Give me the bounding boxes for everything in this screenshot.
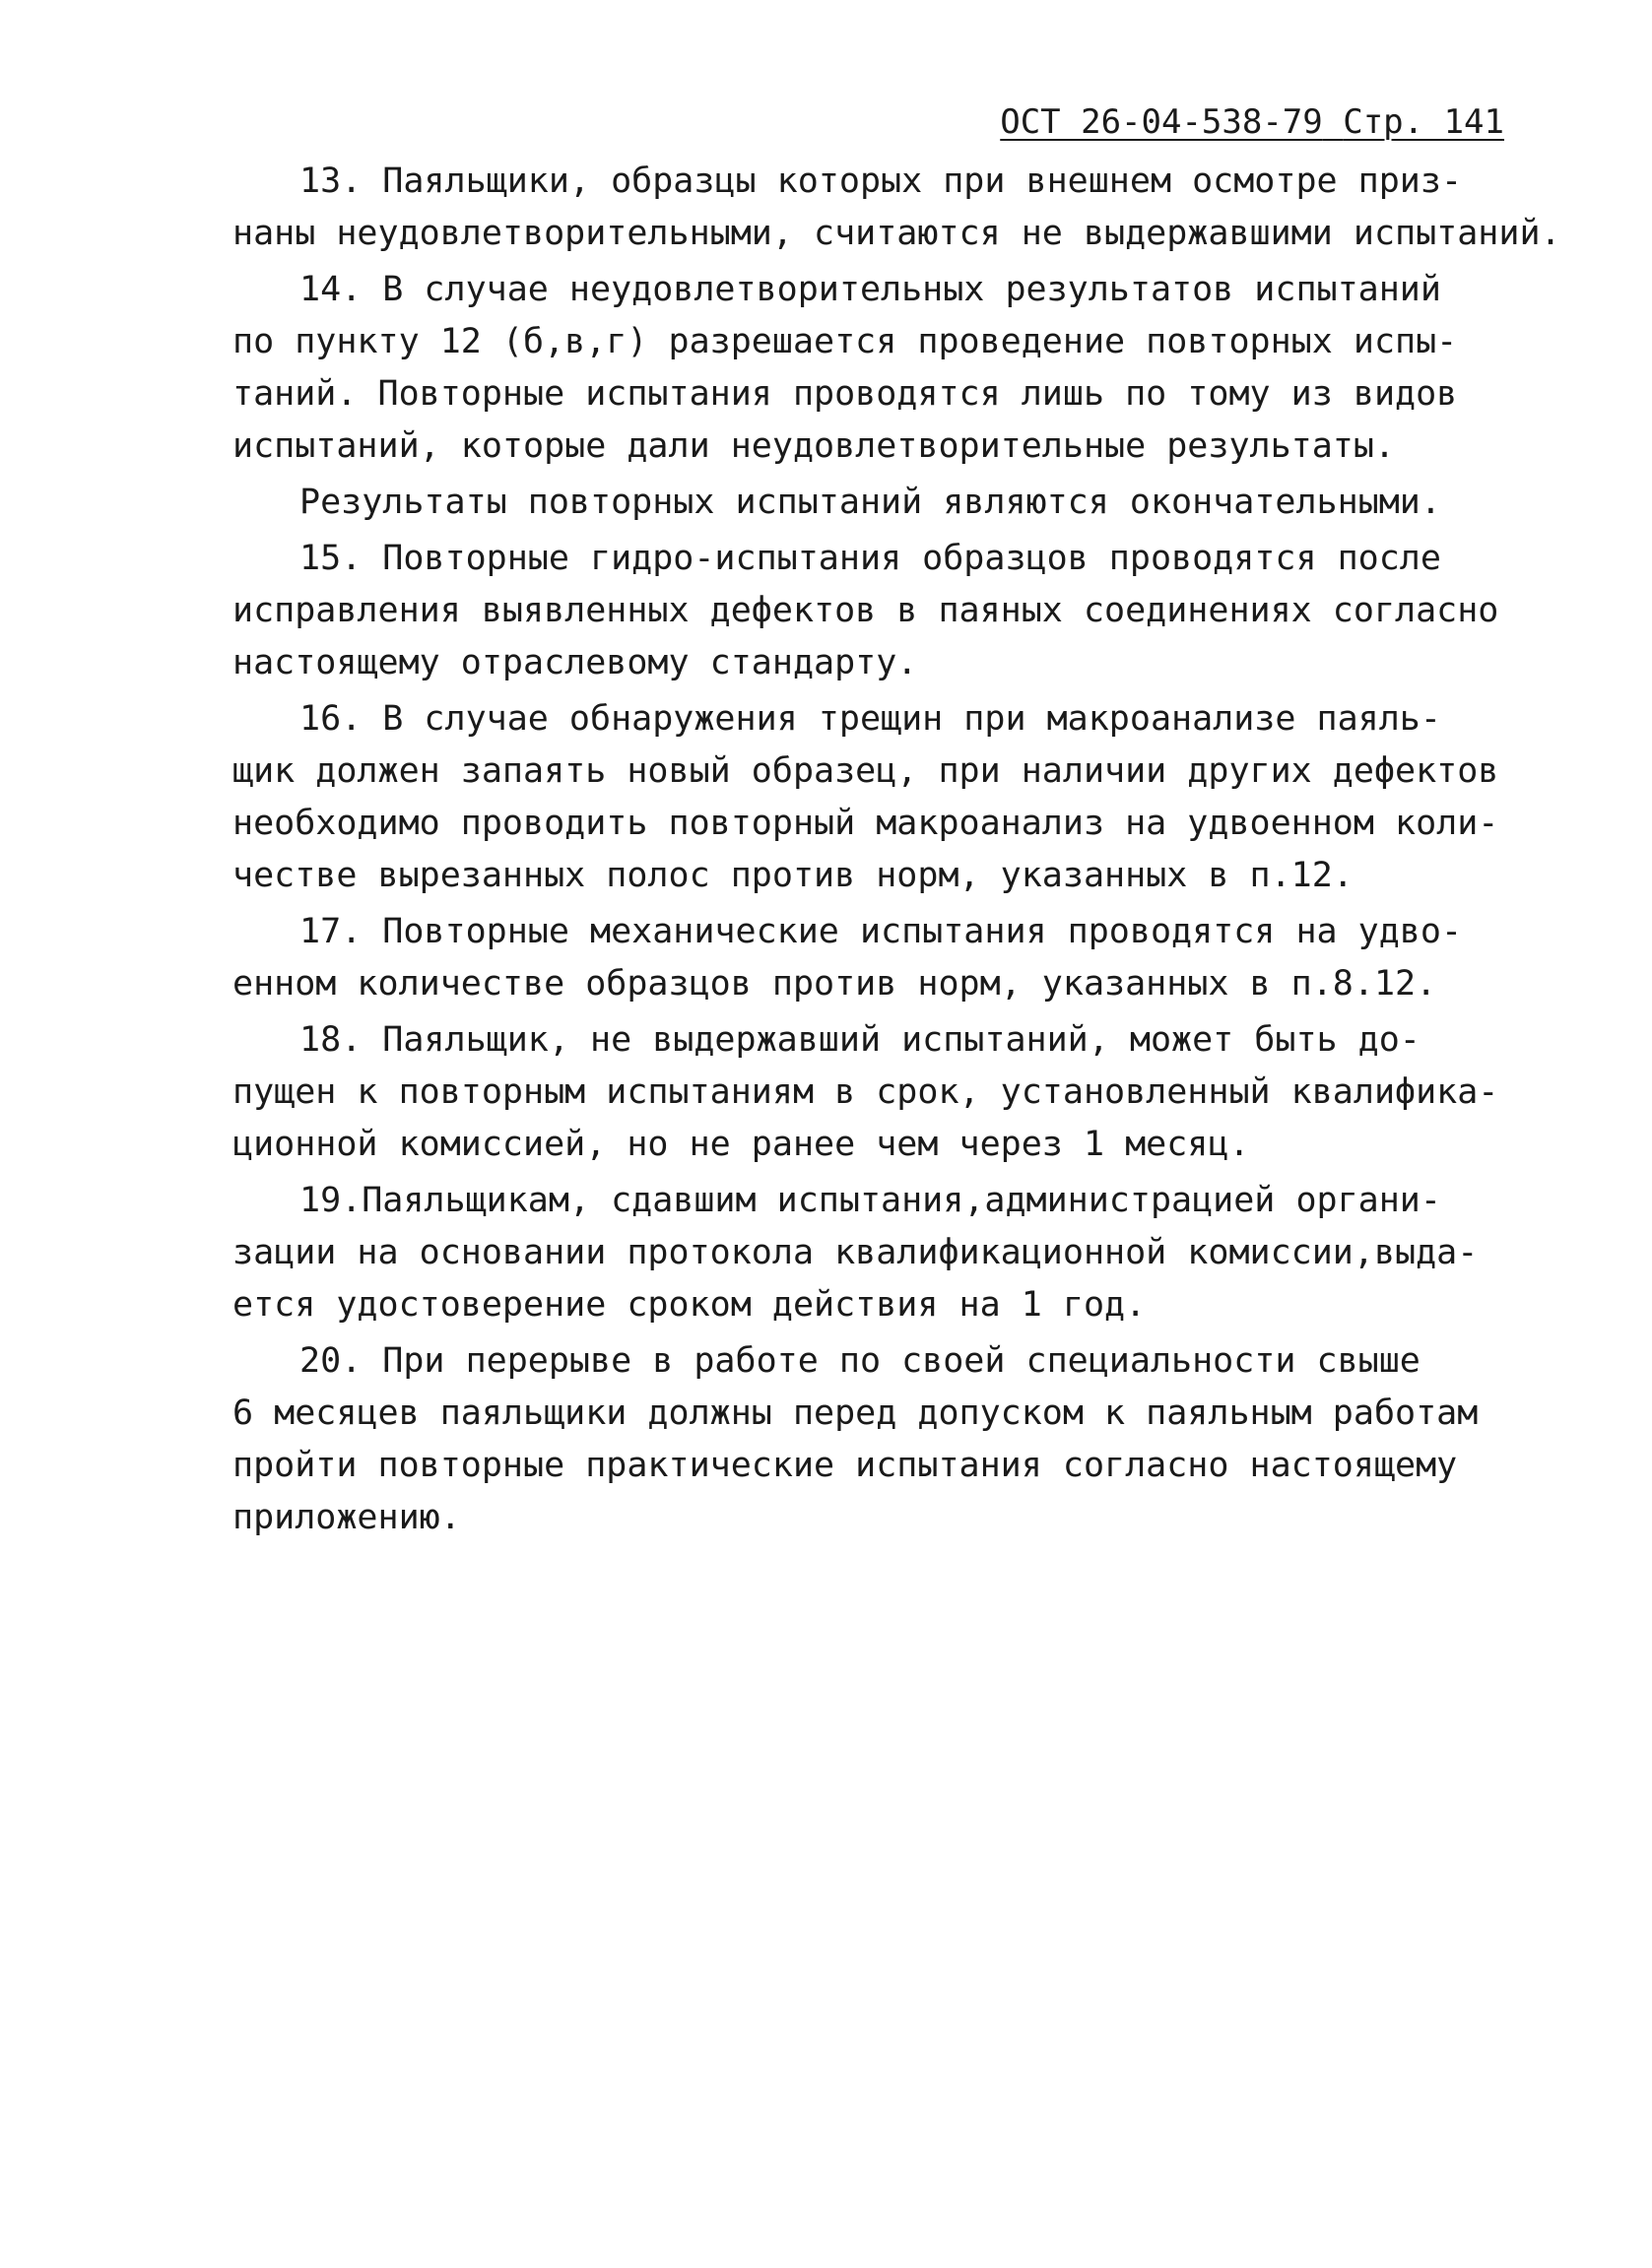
text-line: таний. Повторные испытания проводятся лишь по тому из видов [232,374,1458,414]
text-line: 6 месяцев паяльщики должны перед допуском к паяльным работам [232,1393,1479,1433]
paragraph-20 [232,1335,1484,1544]
paragraph-19 [232,1175,1484,1331]
text-line: необходимо проводить повторный макроанализ на удвоенном коли- [232,804,1499,843]
paragraph-15 [232,533,1499,689]
document-body [232,156,1561,1544]
text-line: 19.Паяльщикам, сдавшим испытания,администрацией органи- [299,1181,1441,1220]
page-number: Стр. 141 [1343,102,1504,142]
text-line: 16. В случае обнаружения трещин при макроанализе паяль- [299,699,1441,739]
paragraph-18 [232,1014,1499,1171]
text-line: 14. В случае неудовлетворительных результатов испытаний [299,270,1441,309]
text-line: ется удостоверение сроком действия на 1 год. [232,1285,1147,1325]
text-line: испытаний, которые дали неудовлетворительные результаты. [232,426,1396,466]
text-line: настоящему отраслевому стандарту. [232,643,918,682]
text-line: енном количестве образцов против норм, указанных в п.8.12. [232,964,1437,1004]
text-line: исправления выявленных дефектов в паяных соединениях согласно [232,591,1499,630]
paragraph-17 [232,906,1484,1010]
text-line: 18. Паяльщик, не выдержавший испытаний, может быть до- [299,1020,1421,1060]
text-line: пущен к повторным испытаниям в срок, установленный квалифика- [232,1072,1499,1112]
document-code: ОСТ 26-04-538-79 [1000,102,1323,142]
text-line: 15. Повторные гидро-испытания образцов проводятся после [299,539,1441,578]
text-line: пройти повторные практические испытания согласно настоящему [232,1446,1458,1485]
text-line: честве вырезанных полос против норм, указанных в п.12. [232,856,1354,895]
text-line: ционной комиссией, но не ранее чем через 1 месяц. [232,1125,1250,1164]
page-header [1000,102,1504,142]
paragraph-13 [232,156,1561,260]
text-line: 13. Паяльщики, образцы которых при внешнем осмотре приз- [299,162,1463,201]
text-line: щик должен запаять новый образец, при наличии других дефектов [232,751,1499,791]
text-line: по пункту 12 (б,в,г) разрешается проведение повторных испы- [232,322,1458,361]
text-line: зации на основании протокола квалификационной комиссии,выда- [232,1233,1479,1272]
text-line: 17. Повторные механические испытания проводятся на удво- [299,912,1463,951]
text-line: Результаты повторных испытаний являются окончательными. [299,483,1441,522]
text-line: наны неудовлетворительными, считаются не выдержавшими испытаний. [232,214,1561,253]
text-line: 20. При перерыве в работе по своей специальности свыше [299,1341,1421,1381]
text-line: приложению. [232,1498,461,1537]
paragraph-16 [232,693,1499,902]
paragraph-14 [232,264,1484,473]
paragraph-results [232,477,1484,529]
